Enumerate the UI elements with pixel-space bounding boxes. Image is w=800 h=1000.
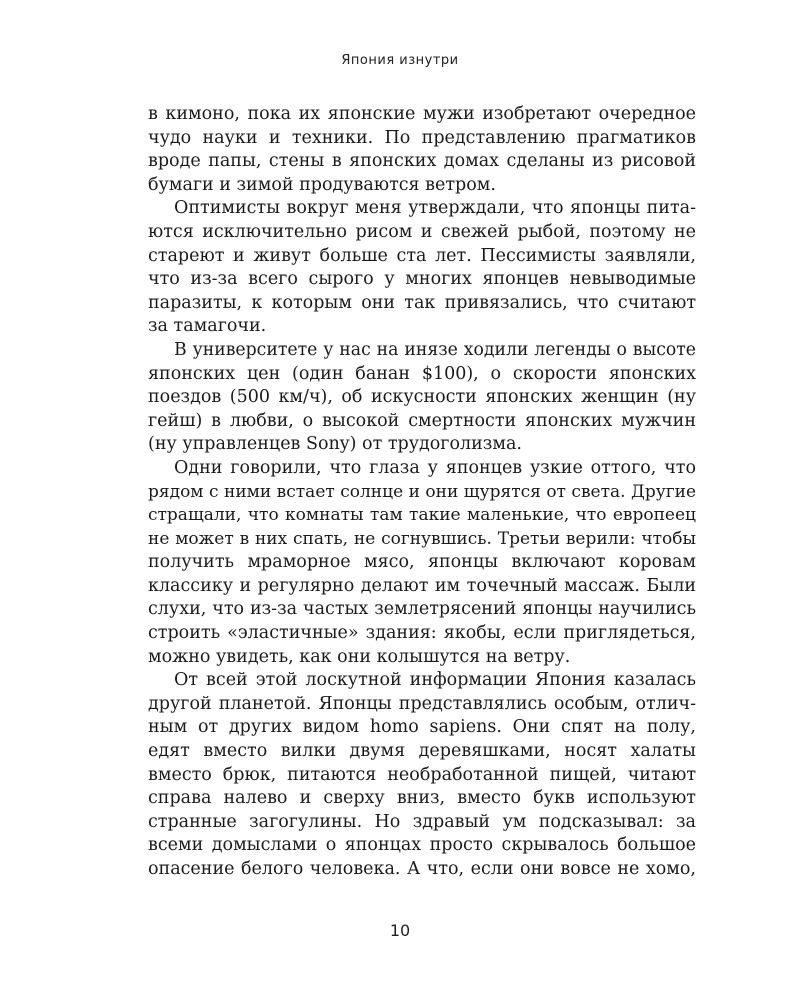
running-head: Япония изнутри [341, 53, 459, 68]
text-line: что из-за всего сырого у многих японцев невыводимые [148, 269, 696, 290]
text-line: строить «эластичные» здания: якобы, если приглядеться, [148, 623, 696, 644]
text-line: стареют и живут больше ста лет. Пессимисты заявляли, [148, 245, 696, 266]
text-line: Оптимисты вокруг меня утверждали, что японцы пита- [174, 198, 696, 219]
text-line: чудо науки и техники. По представлению прагматиков [148, 127, 696, 148]
text-line: всеми домыслами о японцах просто скрывалось большое [148, 835, 696, 856]
text-line: рядом с ними встает солнце и они щурятся от света. Другие [148, 481, 696, 502]
text-line: другой планетой. Японцы представлялись особым, отлич- [148, 693, 696, 714]
text-line: ным от других видом homo sapiens. Они спят на полу, [148, 717, 696, 738]
text-line: в кимоно, пока их японские мужи изобретают очередное [148, 104, 696, 124]
text-line: бумаги и зимой продуваются ветром. [148, 174, 496, 195]
text-line: вроде папы, стены в японских домах сделаны из рисовой [148, 151, 696, 172]
text-line: справа налево и сверху вниз, вместо букв используют [148, 788, 696, 809]
text-line: паразиты, к которым они так привязались, что считают [148, 292, 696, 313]
page-number: 10 [389, 921, 411, 940]
text-line: вместо брюк, питаются необработанной пищей, читают [148, 764, 696, 785]
text-line: едят вместо вилки двумя деревяшками, носят халаты [148, 741, 696, 762]
text-line: слухи, что из-за частых землетрясений японцы научились [148, 599, 696, 620]
body-text [148, 103, 696, 882]
text-line: за тамагочи. [148, 316, 267, 337]
text-line: (ну управленцев Sony) от трудоголизма. [148, 434, 522, 455]
text-line: опасение белого человека. А что, если они вовсе не хомо, [148, 859, 696, 879]
text-line: можно увидеть, как они колышутся на ветру. [148, 646, 571, 667]
text-line: странные загогулины. Но здравый ум подсказывал: за [148, 811, 696, 832]
text-line: ются исключительно рисом и свежей рыбой, поэтому не [148, 221, 696, 242]
text-line: стращали, что комнаты там такие маленькие, что европеец [148, 505, 696, 526]
text-line: В университете у нас на инязе ходили легенды о высоте [174, 339, 696, 360]
text-line: Одни говорили, что глаза у японцев узкие оттого, что [174, 457, 696, 478]
text-line: От всей этой лоскутной информации Япония казалась [174, 670, 696, 691]
text-line: получить мраморное мясо, японцы включают коровам [148, 552, 696, 573]
text-line: японских цен (один банан $100), о скорости японских [148, 363, 696, 384]
text-line: поездов (500 км/ч), об искусности японских женщин (ну [148, 387, 696, 408]
text-line: классику и регулярно делают им точечный массаж. Были [148, 575, 696, 596]
text-line: не может в них спать, не согнувшись. Третьи верили: чтобы [148, 528, 696, 549]
text-line: гейш) в любви, о высокой смертности японских мужчин [148, 410, 696, 431]
